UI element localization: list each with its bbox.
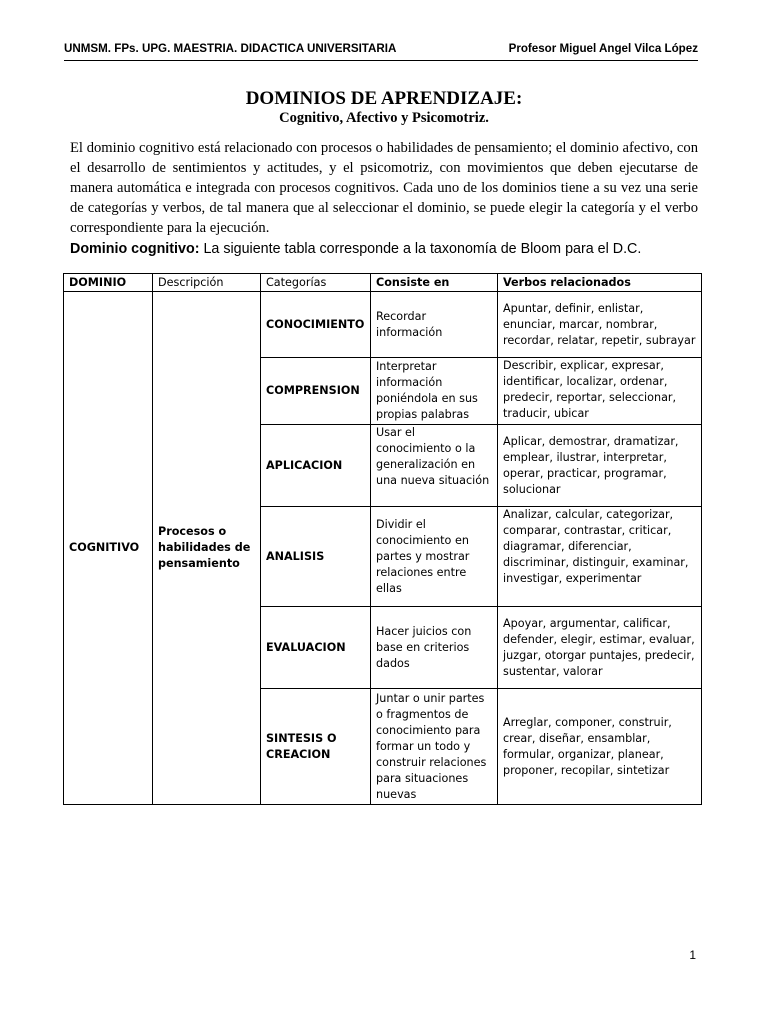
- page-number: 1: [689, 948, 696, 962]
- domain-cell: COGNITIVO: [64, 292, 153, 805]
- consists-cell: Usar el conocimiento o la generalización en una nueva situación: [371, 425, 498, 507]
- header-author: Profesor Miguel Angel Vilca López: [508, 42, 698, 55]
- consists-cell: Juntar o unir partes o fragmentos de conocimiento para formar un todo y construir relaciones para situaciones nuevas: [371, 689, 498, 805]
- consists-cell: Interpretar información poniéndola en sus propias palabras: [371, 358, 498, 425]
- verbs-cell: Apuntar, definir, enlistar, enunciar, marcar, nombrar, recordar, relatar, repetir, subrayar: [498, 292, 702, 358]
- header-cell: Verbos relacionados: [498, 274, 702, 292]
- header-cell: DOMINIO: [64, 274, 153, 292]
- section-label: Dominio cognitivo:: [70, 241, 200, 257]
- description-cell: Procesos o habilidades de pensamiento: [153, 292, 261, 805]
- section-text: La siguiente tabla corresponde a la taxonomía de Bloom para el D.C.: [199, 241, 642, 257]
- document-subtitle: Cognitivo, Afectivo y Psicomotriz.: [279, 110, 489, 126]
- document-title: DOMINIOS DE APRENDIZAJE:: [245, 88, 523, 109]
- category-cell: CONOCIMIENTO: [261, 292, 371, 358]
- category-cell: APLICACION: [261, 425, 371, 507]
- verbs-cell: Arreglar, componer, construir, crear, diseñar, ensamblar, formular, organizar, planear, proponer, recopilar, sintetizar: [498, 689, 702, 805]
- verbs-cell: Analizar, calcular, categorizar, comparar, contrastar, criticar, diagramar, diferenciar, discriminar, distinguir, examinar, investigar, experimentar: [498, 507, 702, 607]
- consists-cell: Recordar información: [371, 292, 498, 358]
- category-cell: COMPRENSION: [261, 358, 371, 425]
- header-cell: Descripción: [153, 274, 261, 292]
- consists-cell: Hacer juicios con base en criterios dados: [371, 607, 498, 689]
- verbs-cell: Aplicar, demostrar, dramatizar, emplear, ilustrar, interpretar, operar, practicar, programar, solucionar: [498, 425, 702, 507]
- section-heading: [70, 241, 710, 257]
- bloom-taxonomy-table: [63, 273, 702, 805]
- table-header-row: [64, 274, 702, 292]
- table-row: [64, 292, 702, 358]
- consists-cell: Dividir el conocimiento en partes y mostrar relaciones entre ellas: [371, 507, 498, 607]
- category-cell: SINTESIS O CREACION: [261, 689, 371, 805]
- verbs-cell: Describir, explicar, expresar, identificar, localizar, ordenar, predecir, reportar, seleccionar, traducir, ubicar: [498, 358, 702, 425]
- page-header: [64, 40, 698, 61]
- header-institution: UNMSM. FPs. UPG. MAESTRIA. DIDACTICA UNIVERSITARIA: [64, 42, 397, 55]
- category-cell: EVALUACION: [261, 607, 371, 689]
- category-cell: ANALISIS: [261, 507, 371, 607]
- header-cell: Consiste en: [371, 274, 498, 292]
- intro-paragraph: El dominio cognitivo está relacionado con procesos o habilidades de pensamiento; el dominio afectivo, con el desarrollo de sentimientos y actitudes, y el psicomotriz, con movimientos que deben ejecutarse de manera automática e integrada con procesos cognitivos. Cada uno de los dominios tiene a su vez una serie de categorías y verbos, de tal manera que al seleccionar el dominio, se puede elegir la categoría y el verbo correspondiente para la ejecución.: [70, 140, 698, 236]
- header-cell: Categorías: [261, 274, 371, 292]
- verbs-cell: Apoyar, argumentar, calificar, defender, elegir, estimar, evaluar, juzgar, otorgar puntajes, predecir, sustentar, valorar: [498, 607, 702, 689]
